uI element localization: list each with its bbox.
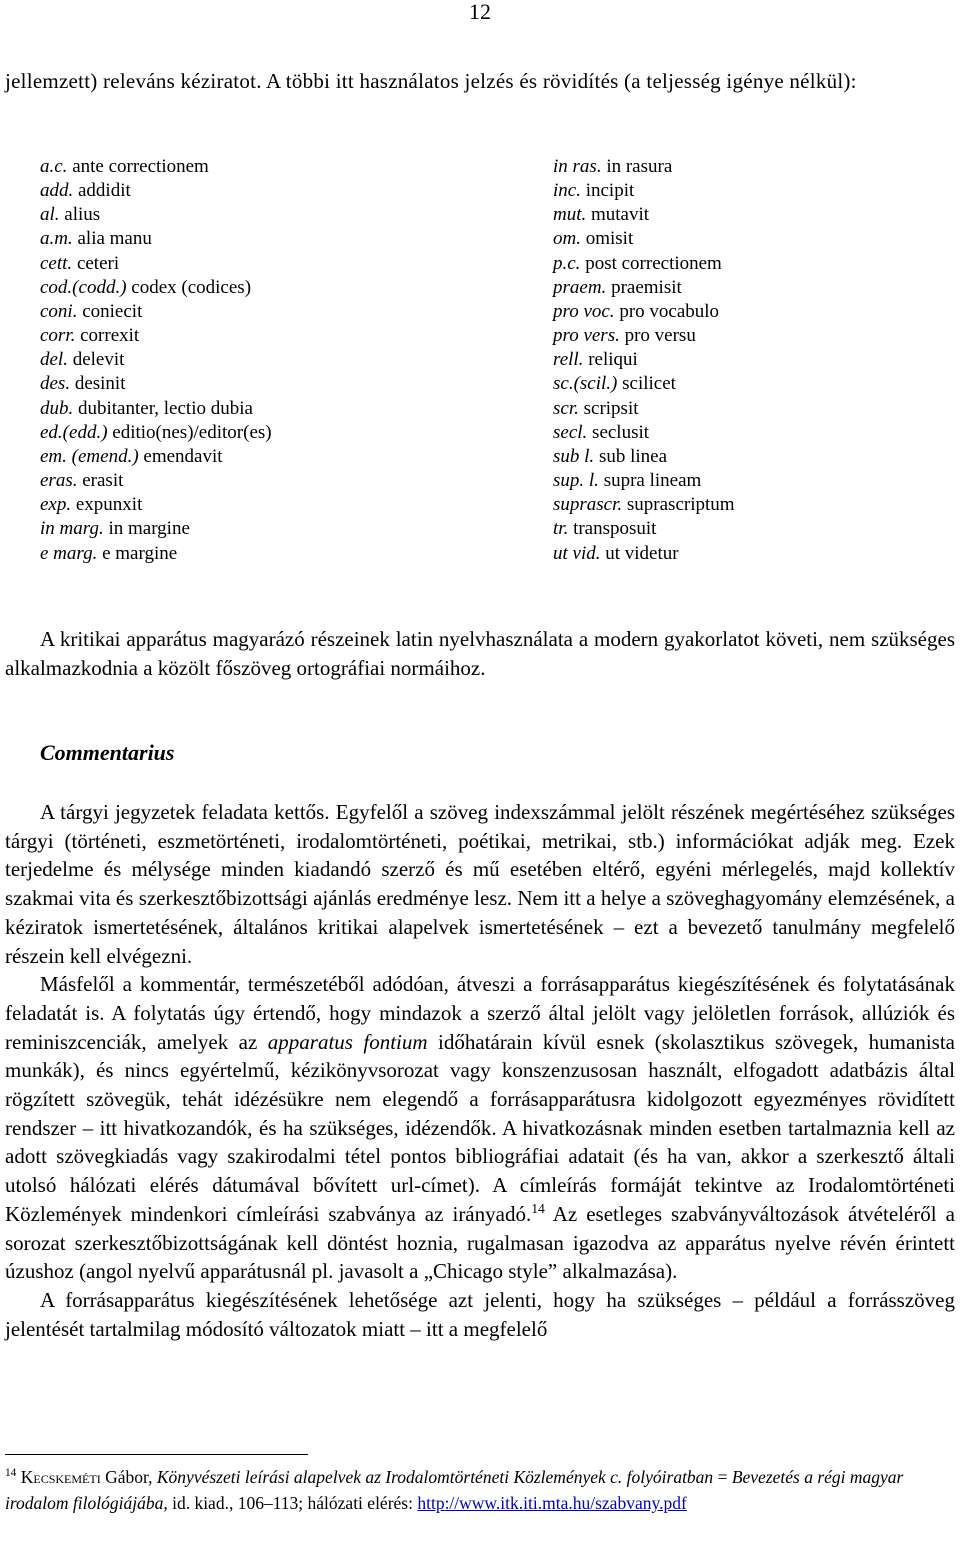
abbreviation-item: [553, 397, 735, 421]
abbreviation-meaning: codex (codices): [131, 276, 252, 298]
abbreviation-meaning: in margine: [108, 518, 190, 540]
abbreviation-term: al.: [40, 204, 60, 226]
abbreviation-meaning: coniecit: [82, 300, 143, 322]
abbreviation-meaning: sub linea: [598, 445, 668, 467]
abbreviation-term: rell.: [553, 349, 584, 371]
abbreviation-item: [553, 372, 735, 396]
footnote-reference[interactable]: 14: [531, 1200, 545, 1216]
apparatus-text: A kritikai apparátus magyarázó részeinek latin nyelvhasználata a modern gyakorlatot követi, nem szükséges alkalmazkodnia a közölt főszöveg ortográfiai normáihoz.: [5, 627, 955, 680]
abbreviation-term: p.c.: [553, 252, 581, 274]
abbreviation-term: e marg.: [40, 542, 98, 564]
abbreviation-term: in marg.: [40, 518, 104, 540]
abbreviation-item: [553, 469, 735, 493]
abbreviation-meaning: scilicet: [622, 373, 676, 395]
abbreviation-item: [40, 252, 272, 276]
footnote-book-title: Bevezetés a régi magyar irodalom filológiájába: [5, 1467, 904, 1513]
abbreviation-item: [553, 300, 735, 324]
abbreviation-item: [553, 445, 735, 469]
abbreviation-term: pro voc.: [553, 300, 615, 322]
commentary-paragraph-3: A forrásapparátus kiegészítésének lehetősége azt jelenti, hogy ha szükséges – például a forrásszöveg jelentését tartalmilag módosító változatok miatt – itt a megfelelő: [5, 1287, 955, 1341]
abbreviation-meaning: reliqui: [588, 349, 638, 371]
section-heading: Commentarius: [40, 740, 175, 765]
abbreviation-item: [40, 276, 272, 300]
abbreviation-item: [40, 445, 272, 469]
footnote-author-given: Gábor,: [100, 1467, 157, 1487]
abbreviation-meaning: e margine: [102, 542, 178, 564]
abbreviation-term: exp.: [40, 494, 72, 516]
apparatus-paragraph: [5, 625, 955, 682]
abbreviation-term: in ras.: [553, 156, 602, 177]
abbreviation-meaning: ante correctionem: [72, 156, 209, 177]
abbreviation-item: [553, 155, 735, 179]
abbreviation-meaning: ceteri: [76, 252, 120, 274]
abbreviation-item: [553, 276, 735, 300]
footnote: [5, 1464, 955, 1516]
abbreviation-term: tr.: [553, 518, 569, 540]
intro-text: jellemzett) releváns kéziratot. A többi itt használatos jelzés és rövidítés (a teljesség igénye nélkül):: [5, 69, 857, 93]
abbreviation-meaning: seclusit: [592, 421, 650, 443]
abbreviation-item: [553, 348, 735, 372]
abbreviation-item: [40, 300, 272, 324]
abbreviation-term: des.: [40, 373, 71, 395]
abbreviation-meaning: mutavit: [591, 204, 650, 226]
abbreviation-term: a.c.: [40, 156, 68, 177]
abbreviation-item: [553, 493, 735, 517]
page-number: 12: [469, 0, 491, 24]
abbreviation-item: [40, 397, 272, 421]
abbreviation-term: ed.(edd.): [40, 421, 108, 443]
abbreviation-meaning: supra lineam: [603, 470, 702, 492]
abbreviation-meaning: praemisit: [611, 276, 682, 298]
abbreviation-meaning: desinit: [74, 373, 126, 395]
abbreviation-item: [553, 542, 735, 566]
abbreviation-meaning: transposuit: [573, 518, 657, 540]
abbreviation-term: eras.: [40, 470, 78, 492]
abbreviation-term: del.: [40, 349, 68, 371]
abbreviation-item: [553, 203, 735, 227]
abbreviation-meaning: expunxit: [75, 494, 143, 516]
footnote-equals: =: [713, 1467, 732, 1487]
abbreviation-item: [553, 227, 735, 251]
abbreviation-term: a.m.: [40, 228, 73, 250]
abbreviation-meaning: post correctionem: [585, 252, 722, 274]
abbreviation-term: om.: [553, 228, 581, 250]
footnote-author-surname: Kecskeméti: [20, 1467, 101, 1487]
abbreviation-item: [553, 324, 735, 348]
abbreviation-item: [40, 227, 272, 251]
abbreviation-meaning: alia manu: [77, 228, 152, 250]
abbreviation-term: sc.(scil.): [553, 373, 618, 395]
abbreviation-meaning: omisit: [585, 228, 634, 250]
abbreviation-term: cod.(codd.): [40, 276, 127, 298]
abbreviation-item: [40, 542, 272, 566]
abbreviation-item: [40, 179, 272, 203]
abbreviation-meaning: emendavit: [143, 445, 223, 467]
abbreviation-meaning: incipit: [585, 180, 635, 202]
abbreviation-item: [553, 252, 735, 276]
abbreviation-meaning: delevit: [72, 349, 125, 371]
footnote-divider: [5, 1454, 308, 1455]
footnote-article-title: Könyvészeti leírási alapelvek az Irodalomtörténeti Közlemények c. folyóiratban: [156, 1467, 714, 1487]
abbreviation-meaning: ut videtur: [605, 542, 679, 564]
abbreviation-term: sup. l.: [553, 470, 599, 492]
abbreviation-meaning: addidit: [78, 180, 131, 202]
abbreviation-meaning: pro versu: [624, 325, 696, 347]
commentary-p2-part-c: Az esetleges szabványváltozások átvételéről a sorozat szerkesztőbizottságának kell döntést hoznia, rugalmasan igazodva az apparátus nyelve révén érintett úzushoz (angol nyelvű apparátusnál pl. javasolt a „Chicago style” alkalmazása).: [5, 1201, 955, 1284]
apparatus-fontium-term: apparatus fontium: [267, 1029, 428, 1054]
abbreviation-meaning: dubitanter, lectio dubia: [78, 397, 253, 419]
abbreviation-meaning: scripsit: [583, 397, 639, 419]
abbreviation-item: [40, 493, 272, 517]
abbreviation-meaning: correxit: [80, 325, 140, 347]
abbreviation-item: [40, 372, 272, 396]
abbreviation-term: secl.: [553, 421, 588, 443]
commentary-p2-part-a: Másfelől a kommentár, természetéből adódóan, átveszi a forrásapparátus kiegészítésének és folytatásának feladatát is. A folytatás úgy értendő, hogy mindazok a szerző által jelölt vagy jelöletlen források, allúziók és reminiszcenciák, amelyek az: [5, 972, 955, 1054]
abbreviation-term: dub.: [40, 397, 74, 419]
abbreviation-item: [40, 324, 272, 348]
abbreviation-item: [40, 421, 272, 445]
abbreviation-term: em. (emend.): [40, 445, 139, 467]
abbreviation-item: [553, 179, 735, 203]
abbreviation-list-left: [40, 155, 272, 566]
abbreviation-term: praem.: [553, 276, 607, 298]
footnote-number: 14: [5, 1467, 17, 1480]
abbreviation-item: [40, 203, 272, 227]
abbreviation-term: add.: [40, 180, 74, 202]
abbreviation-meaning: in rasura: [606, 156, 673, 177]
abbreviation-meaning: erasit: [82, 470, 124, 492]
abbreviation-term: pro vers.: [553, 325, 620, 347]
abbreviation-term: cett.: [40, 252, 73, 274]
abbreviation-meaning: alius: [64, 204, 101, 226]
abbreviation-item: [40, 155, 272, 179]
abbreviation-term: scr.: [553, 397, 579, 419]
abbreviation-term: ut vid.: [553, 542, 601, 564]
abbreviation-term: suprascr.: [553, 494, 623, 516]
abbreviation-term: sub l.: [553, 445, 595, 467]
abbreviation-item: [553, 421, 735, 445]
abbreviation-meaning: pro vocabulo: [619, 300, 720, 322]
footnote-url-link[interactable]: http://www.itk.iti.mta.hu/szabvany.pdf: [417, 1493, 687, 1513]
commentary-paragraph-2: [5, 970, 955, 1286]
commentary-p2-part-b: időhatárain kívül esnek (skolasztikus szövegek, humanista munkák), és nincs egyértelmű, kézikönyvsorozat vagy konszenzusosan használt, elfogadott adatbázis által rögzített szövegük, tehát idézésükre nem elegendő a forrásapparátusra kidolgozott egyezményes rövidített rendszer – itt hivatkozandók, és ha szükséges, idézendők. A hivatkozásnak minden esetben tartalmaznia kell az adott szövegkiadás vagy szakirodalmi tétel pontos bibliográfiai adatait (és ha van, akkor a szerkesztő általi utolsó hálózati elérés dátumával bővített url-címet). A címleírás formáját tekintve az Irodalomtörténeti Közlemények mindenkori címleírási szabványa az irányadó.: [5, 1029, 955, 1226]
abbreviation-item: [40, 348, 272, 372]
commentary-body: [5, 798, 955, 1343]
abbreviation-item: [40, 469, 272, 493]
abbreviation-item: [40, 517, 272, 541]
footnote-details: , id. kiad., 106–113; hálózati elérés:: [163, 1493, 418, 1513]
commentary-paragraph-1: A tárgyi jegyzetek feladata kettős. Egyfelől a szöveg indexszámmal jelölt részének megértéséhez szükséges tárgyi (történeti, eszmetörténeti, irodalomtörténeti, poétikai, metrikai, stb.) információkat adják meg. Ezek terjedelme és mélysége minden kiadandó szerző és mű esetében eltérő, egyéni mérlegelés, majd kollektív szakmai vita és szerkesztőbizottsági ajánlás eredménye lesz. Nem itt a helye a szöveghagyomány elemzésének, a kéziratok ismertetésének, általános kritikai alapelvek ismertetésének – ezt a bevezető tanulmány megfelelő részein kell elvégezni.: [5, 800, 955, 968]
abbreviation-list-right: [553, 155, 735, 566]
abbreviation-term: mut.: [553, 204, 587, 226]
abbreviation-meaning: suprascriptum: [626, 494, 735, 516]
abbreviation-item: [553, 517, 735, 541]
abbreviation-term: corr.: [40, 325, 76, 347]
abbreviation-meaning: editio(nes)/editor(es): [112, 421, 272, 443]
abbreviation-term: coni.: [40, 300, 78, 322]
abbreviation-term: inc.: [553, 180, 581, 202]
